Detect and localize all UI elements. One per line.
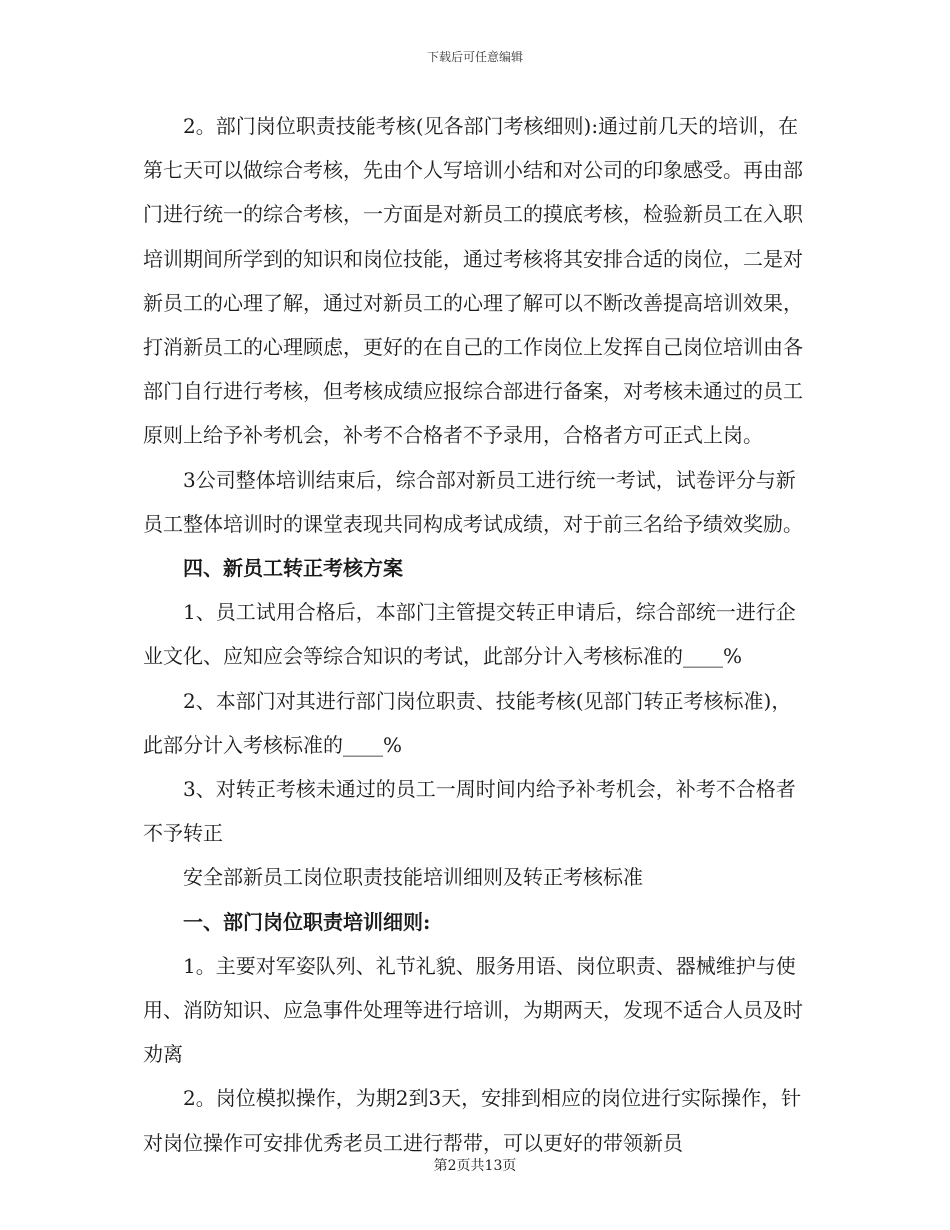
document-body: [143, 104, 803, 1165]
paragraph-probation-item-1: 1、员工试用合格后，本部门主管提交转正申请后，综合部统一进行企业文化、应知应会等综合知识的考试，此部分计入考核标准的____%: [143, 600, 796, 669]
section-heading-training-rules: 一、部门岗位职责培训细则:: [183, 909, 431, 934]
page-header: 下载后可任意编辑: [426, 50, 523, 64]
paragraph-dept-skill-assessment: 2。部门岗位职责技能考核(见各部门考核细则):通过前几天的培训，在第七天可以做综合考核，先由个人写培训小结和对公司的印象感受。再由部门进行统一的综合考核，一方面是对新员工的摸底考核，检验新员工在入职培训期间所学到的知识和岗位技能，通过考核将其安排合适的岗位，二是对新员工的心理了解，通过对新员工的心理了解可以不断改善提高培训效果，打消新员工的心理顾虑，更好的在自己的工作岗位上发挥自己岗位培训由各部门自行进行考核，但考核成绩应报综合部进行备案，对考核未通过的员工原则上给予补考机会，补考不合格者不予录用，合格者方可正式上岗。: [143, 114, 803, 448]
paragraph-probation-item-2: 2、本部门对其进行部门岗位职责、技能考核(见部门转正考核标准)，此部分计入考核标准的____%: [143, 688, 792, 757]
page-number: 第2页共13页: [433, 1158, 517, 1174]
paragraph-training-item-1: 1。主要对军姿队列、礼节礼貌、服务用语、岗位职责、器械维护与使用、消防知识、应急事件处理等进行培训，为期两天，发现不适合人员及时劝离: [143, 953, 803, 1067]
paragraph-company-exam: 3公司整体培训结束后，综合部对新员工进行统一考试，试卷评分与新员工整体培训时的课堂表现共同构成考试成绩，对于前三名给予绩效奖励。: [143, 467, 803, 536]
subtitle-security-dept: 安全部新员工岗位职责技能培训细则及转正考核标准: [183, 865, 643, 890]
paragraph-probation-item-3: 3、对转正考核未通过的员工一周时间内给予补考机会，补考不合格者不予转正: [143, 777, 796, 846]
section-heading-probation: 四、新员工转正考核方案: [183, 556, 403, 581]
paragraph-training-item-2: 2。岗位模拟操作，为期2到3天，安排到相应的岗位进行实际操作，针对岗位操作可安排优秀老员工进行帮带，可以更好的带领新员: [143, 1086, 802, 1155]
